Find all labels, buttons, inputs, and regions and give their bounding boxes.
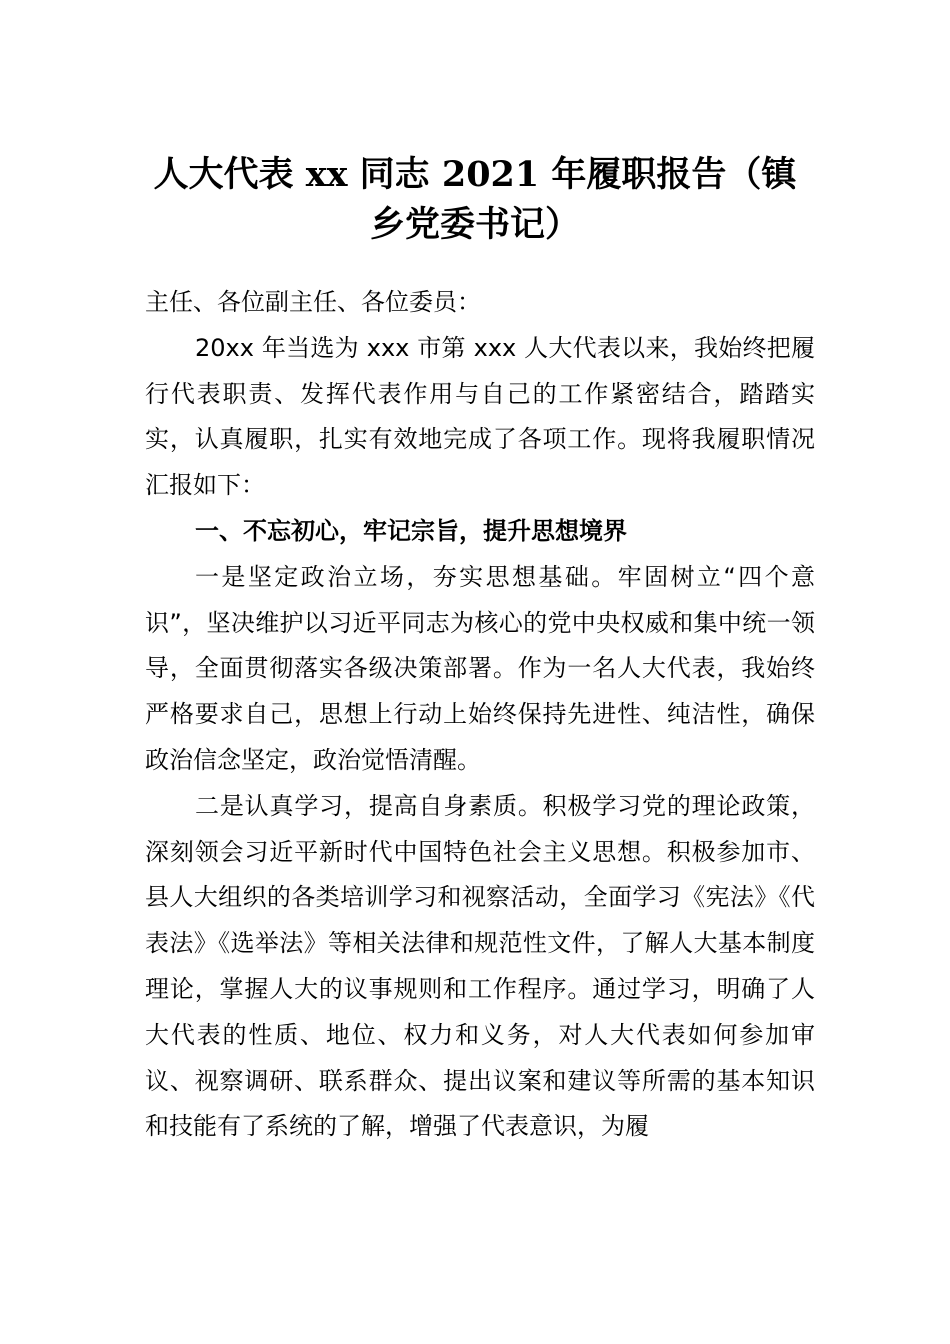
document-body <box>145 280 815 1150</box>
document-title <box>150 150 800 250</box>
title-line-1: 人大代表 xx 同志 2021 年履职报告（镇 <box>153 154 797 195</box>
title-line-2: 乡党委书记） <box>369 204 580 245</box>
paragraph-point-1: 一是坚定政治立场，夯实思想基础。牢固树立“四个意识”，坚决维护以习近平同志为核心的党中央权威和集中统一领导，全面贯彻落实各级决策部署。作为一名人大代表，我始终严格要求自己，思想上行动上始终保持先进性、纯洁性，确保政治信念坚定，政治觉悟清醒。 <box>145 562 815 774</box>
paragraph-point-2: 二是认真学习，提高自身素质。积极学习党的理论政策，深刻领会习近平新时代中国特色社会主义思想。积极参加市、县人大组织的各类培训学习和视察活动，全面学习《宪法》《代表法》《选举法》等相关法律和规范性文件，了解人大基本制度理论，掌握人大的议事规则和工作程序。通过学习，明确了人大代表的性质、地位、权力和义务，对人大代表如何参加审议、视察调研、联系群众、提出议案和建议等所需的基本知识和技能有了系统的了解，增强了代表意识，为履 <box>145 791 815 1141</box>
greeting: 主任、各位副主任、各位委员： <box>145 288 481 316</box>
section-heading-1: 一、不忘初心，牢记宗旨，提升思想境界 <box>195 516 627 545</box>
paragraph-intro: 20xx 年当选为 xxx 市第 xxx 人大代表以来，我始终把履行代表职责、发挥代表作用与自己的工作紧密结合，踏踏实实，认真履职，扎实有效地完成了各项工作。现将我履职情况汇报如下： <box>145 333 815 500</box>
